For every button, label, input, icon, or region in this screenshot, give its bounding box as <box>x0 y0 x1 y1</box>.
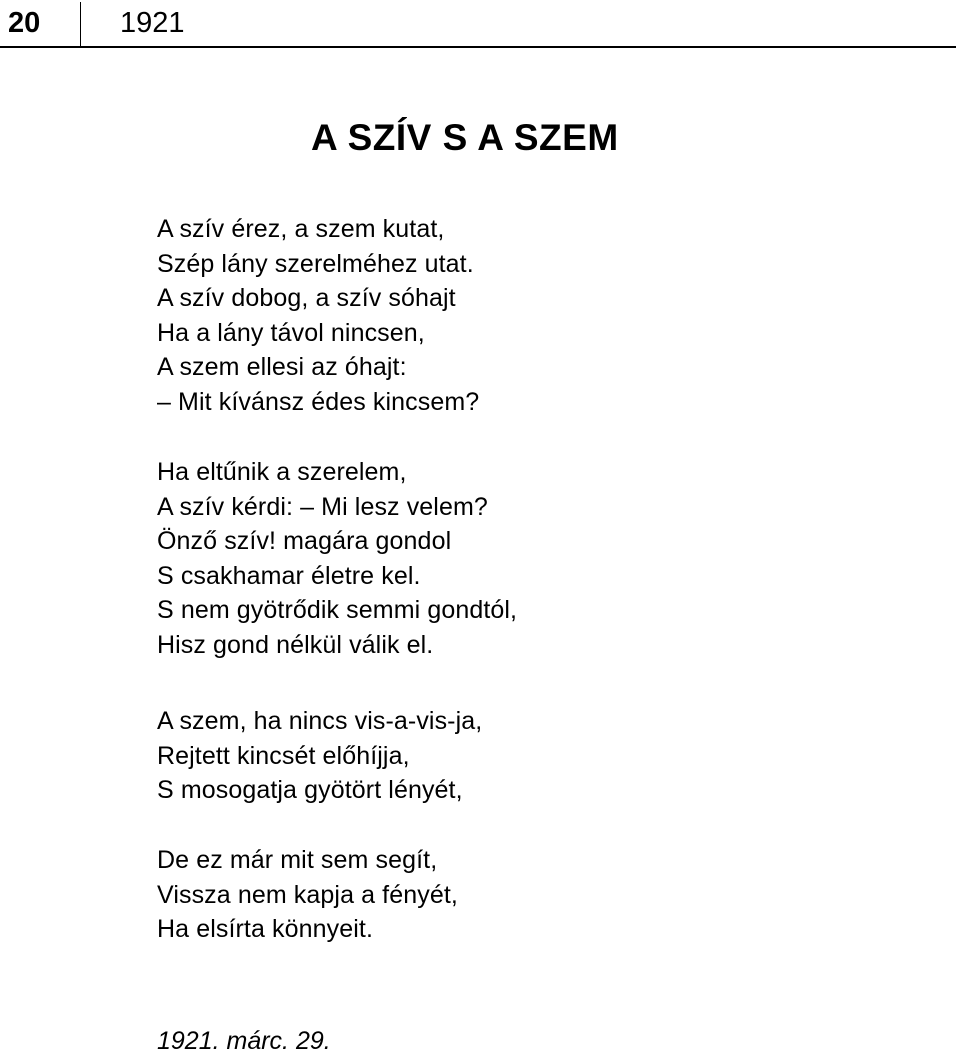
poem-line: Hisz gond nélkül válik el. <box>157 630 434 659</box>
poem-line: S mosogatja gyötört lényét, <box>157 776 463 805</box>
header-divider <box>80 2 81 46</box>
poem-line: A szem ellesi az óhajt: <box>157 353 407 382</box>
stanza-2 <box>157 455 517 663</box>
poem-line: A szem, ha nincs vis-a-vis-ja, <box>157 707 483 735</box>
poem-line: S csakhamar életre kel. <box>157 561 421 590</box>
poem-line: De ez már mit sem segít, <box>157 846 438 874</box>
poem-line: Ha eltűnik a szerelem, <box>157 458 407 486</box>
poem-line: Ha a lány távol nincsen, <box>157 318 425 347</box>
poem-line: A szív érez, a szem kutat, <box>157 215 445 243</box>
poem-line: S nem gyötrődik semmi gondtól, <box>157 596 518 625</box>
running-head-year: 1921 <box>120 7 185 39</box>
poem-line: Rejtett kincsét előhíjja, <box>157 741 410 770</box>
stanza-3 <box>157 704 482 808</box>
page-header <box>0 0 956 48</box>
stanza-4 <box>157 843 458 947</box>
poem-title: A SZÍV S A SZEM <box>311 117 619 158</box>
poem-line: Ha elsírta könnyeit. <box>157 915 373 944</box>
poem-line: Szép lány szerelméhez utat. <box>157 249 474 278</box>
poem-line: – Mit kívánsz édes kincsem? <box>157 387 480 416</box>
poem-date: 1921. márc. 29. <box>157 1027 331 1055</box>
page-number: 20 <box>8 7 41 39</box>
poem-line: A szív kérdi: – Mi lesz velem? <box>157 492 488 521</box>
poem-line: Vissza nem kapja a fényét, <box>157 880 458 909</box>
poem-line: A szív dobog, a szív sóhajt <box>157 284 456 313</box>
stanza-1 <box>157 212 479 420</box>
poem-line: Önző szív! magára gondol <box>157 527 452 556</box>
